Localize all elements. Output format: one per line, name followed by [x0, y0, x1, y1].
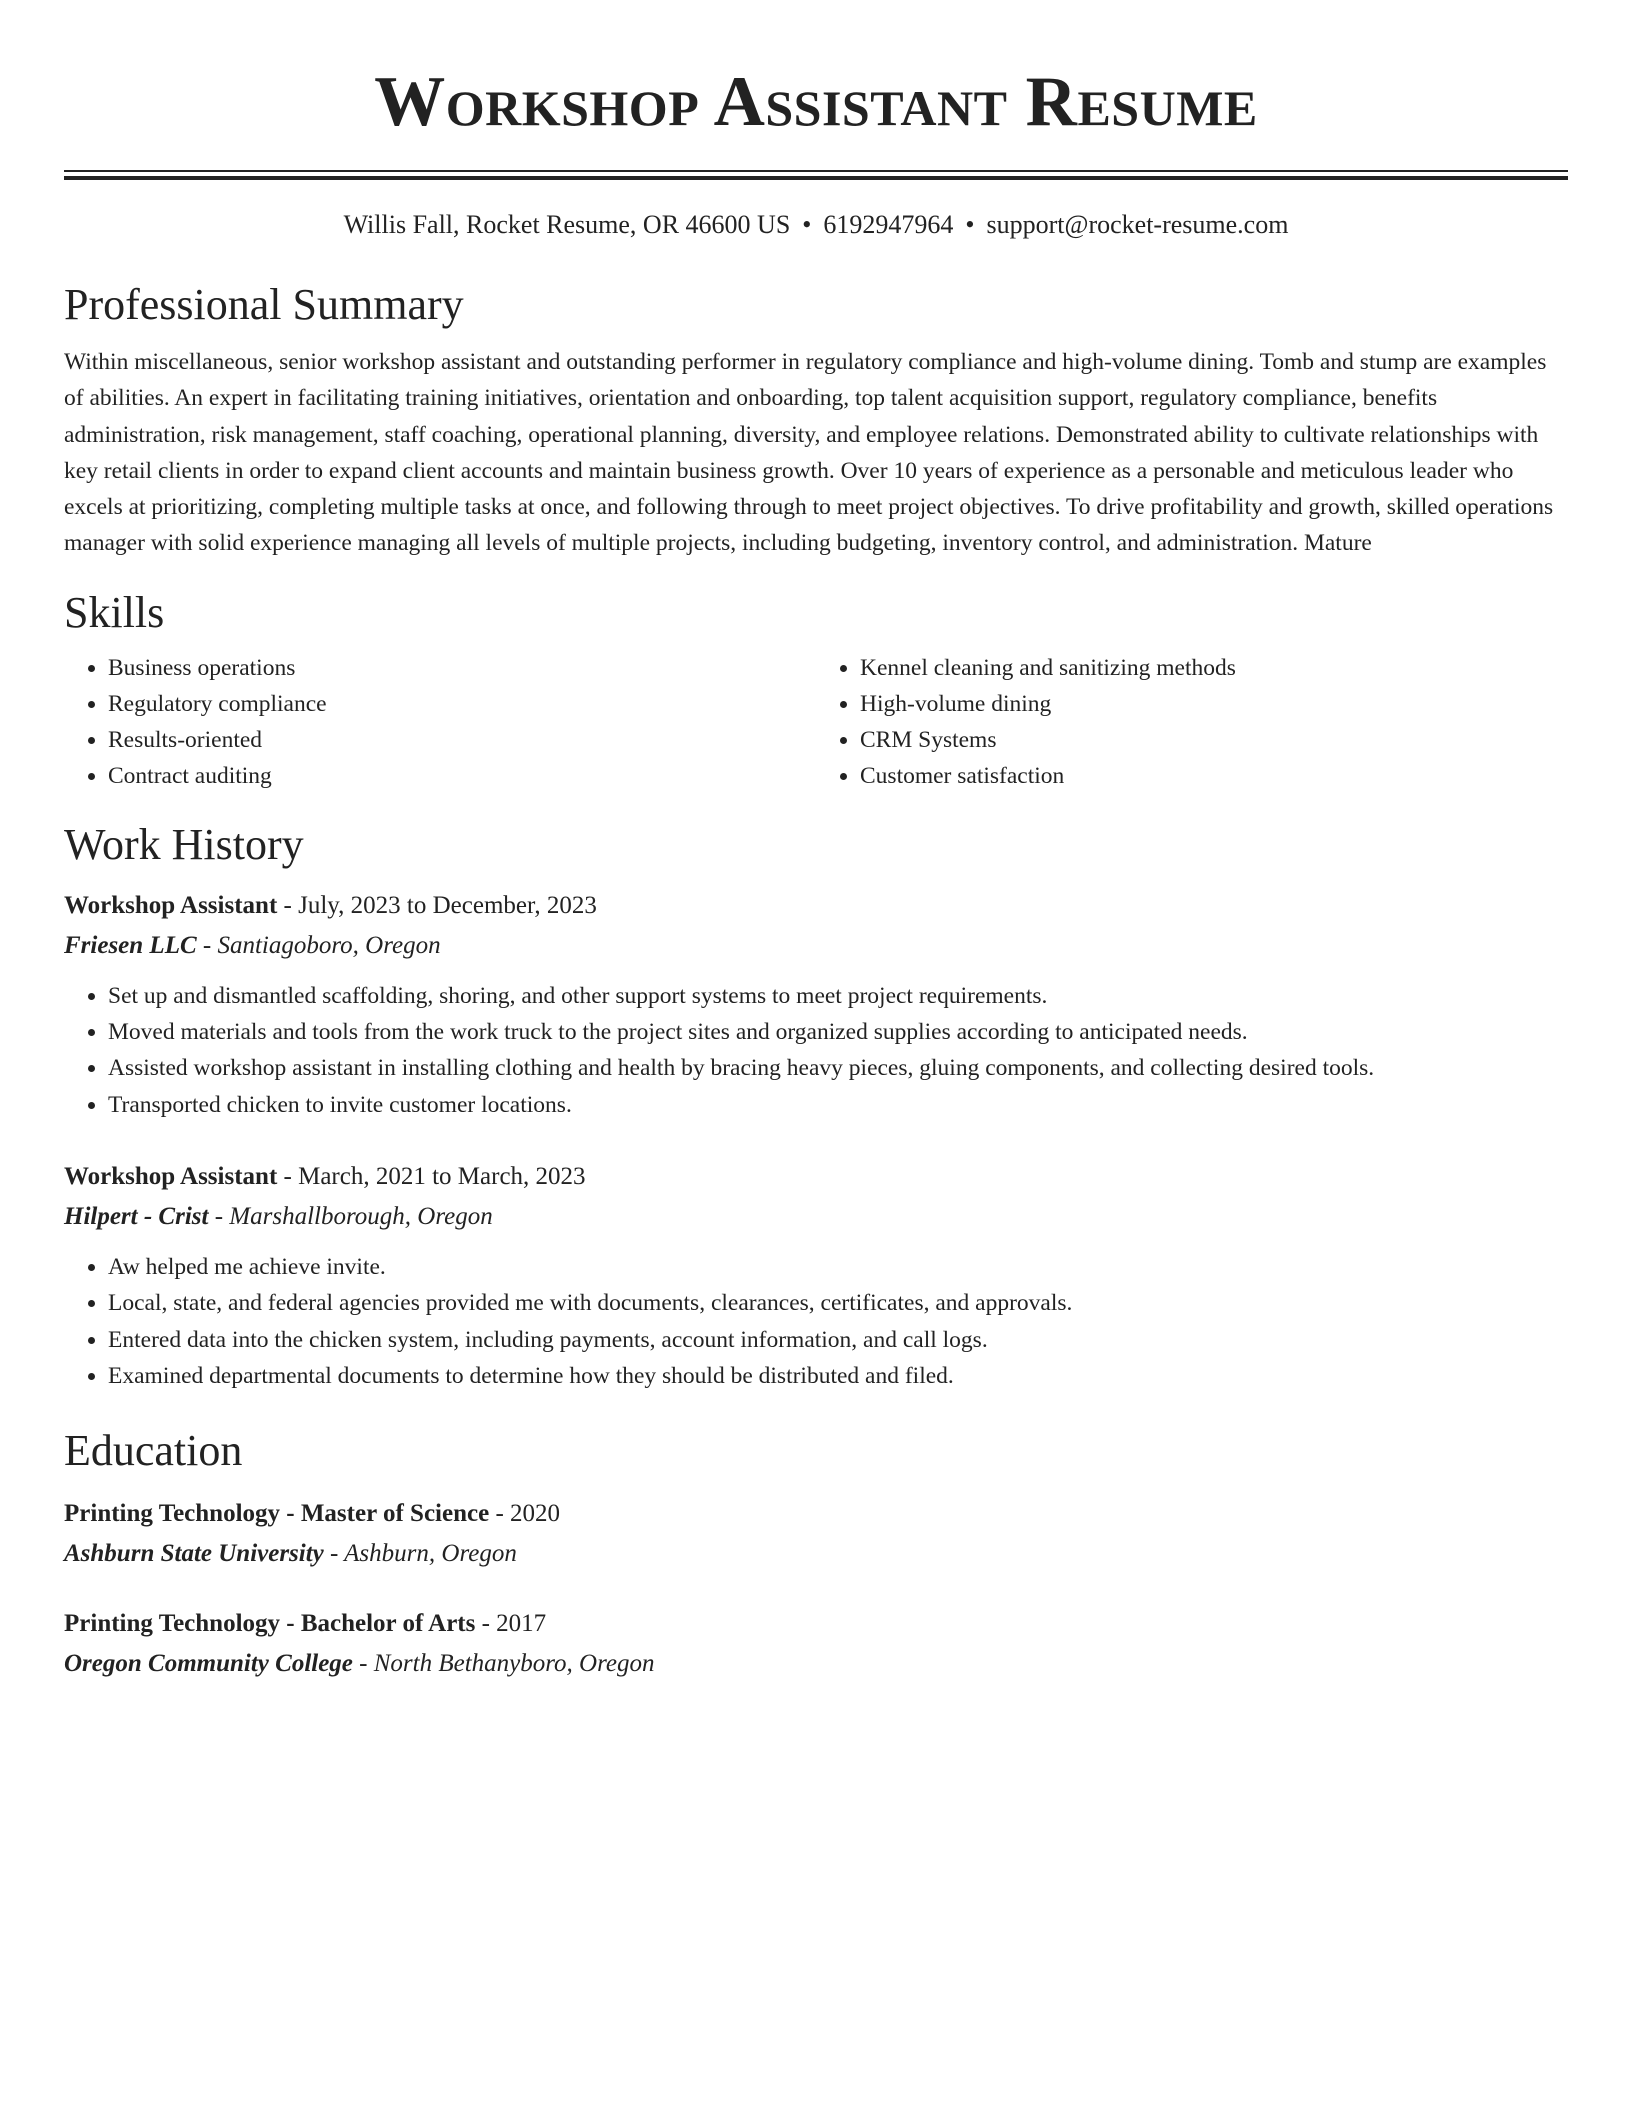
degree-line	[64, 1494, 1568, 1534]
job-duty: • Local, state, and federal agencies provided me with documents, clearances, certificates, and approvals.	[108, 1285, 1568, 1321]
education-heading: Education	[64, 1426, 243, 1476]
degree-name: Printing Technology - Bachelor of Arts	[64, 1610, 476, 1638]
school-line	[64, 1534, 1568, 1574]
company-name: Friesen LLC	[64, 931, 197, 959]
job-dates: - July, 2023 to December, 2023	[277, 891, 597, 919]
degree-year: - 2017	[475, 1610, 547, 1638]
contact-address: Willis Fall, Rocket Resume, OR 46600 US	[343, 210, 791, 239]
skill-item: • Regulatory compliance	[108, 686, 816, 722]
school-location: - North Bethanyboro, Oregon	[352, 1650, 655, 1678]
job-title: Workshop Assistant	[64, 891, 278, 919]
skill-item: • Customer satisfaction	[860, 758, 1568, 794]
job-duty: • Set up and dismantled scaffolding, shoring, and other support systems to meet project requirements.	[108, 978, 1568, 1014]
skill-item: • Kennel cleaning and sanitizing methods	[860, 650, 1568, 686]
company-name: Hilpert - Crist	[64, 1202, 209, 1230]
degree-line	[64, 1604, 1568, 1644]
skills-column-right	[816, 650, 1568, 794]
contact-email: support@rocket-resume.com	[986, 210, 1289, 239]
job-duty: • Moved materials and tools from the work truck to the project sites and organized supplies according to anticipated needs.	[108, 1014, 1568, 1050]
education-entry	[64, 1494, 1568, 1574]
job-duties	[64, 978, 1568, 1123]
resume-title: Workshop Assistant Resume	[374, 63, 1258, 141]
education-entry	[64, 1604, 1568, 1684]
contact-separator: •	[802, 210, 812, 239]
contact-phone: 6192947964	[823, 210, 954, 239]
job-duty: • Entered data into the chicken system, including payments, account information, and call logs.	[108, 1322, 1568, 1358]
job-dates: - March, 2021 to March, 2023	[277, 1162, 586, 1190]
skill-item: • CRM Systems	[860, 722, 1568, 758]
skill-item: • Business operations	[108, 650, 816, 686]
job-title-line	[64, 886, 1568, 926]
company-line	[64, 1197, 1568, 1237]
summary-text: Within miscellaneous, senior workshop assistant and outstanding performer in regulatory compliance and high-volume dining. Tomb and stump are examples of abilities. An expert in facilitating training initiatives, orientation and onboarding, top talent acquisition support, regulatory compliance, benefits administration, risk management, staff coaching, operational planning, diversity, and employee relations. Demonstrated ability to cultivate relationships with key retail clients in order to expand client accounts and maintain business growth. Over 10 years of experience as a personable and meticulous leader who excels at prioritizing, completing multiple tasks at once, and following through to meet project objectives. To drive profitability and growth, skilled operations manager with solid experience managing all levels of multiple projects, including budgeting, inventory control, and administration. Mature	[64, 349, 1554, 557]
contact-line	[64, 208, 1568, 242]
skill-item: • High-volume dining	[860, 686, 1568, 722]
work-history-heading: Work History	[64, 819, 304, 869]
degree-year: - 2020	[489, 1500, 561, 1528]
skill-item: • Results-oriented	[108, 722, 816, 758]
job-duty: • Aw helped me achieve invite.	[108, 1249, 1568, 1285]
skills-column-left	[64, 650, 816, 794]
skills-list	[64, 650, 1568, 794]
skill-item: • Contract auditing	[108, 758, 816, 794]
company-location: - Marshallborough, Oregon	[208, 1202, 493, 1230]
skills-heading: Skills	[64, 587, 165, 637]
job-duty: • Examined departmental documents to determine how they should be distributed and filed.	[108, 1358, 1568, 1394]
job-duty: • Transported chicken to invite customer locations.	[108, 1087, 1568, 1123]
job-title: Workshop Assistant	[64, 1162, 278, 1190]
school-location: - Ashburn, Oregon	[323, 1540, 517, 1568]
job-duty: • Assisted workshop assistant in installing clothing and health by bracing heavy pieces, gluing components, and collecting desired tools.	[108, 1050, 1568, 1086]
degree-name: Printing Technology - Master of Science	[64, 1500, 490, 1528]
title-divider	[64, 170, 1568, 180]
job-duties	[64, 1249, 1568, 1394]
school-line	[64, 1644, 1568, 1684]
job-entry	[64, 1157, 1568, 1394]
job-entry	[64, 886, 1568, 1123]
contact-separator: •	[965, 210, 975, 239]
school-name: Oregon Community College	[64, 1650, 353, 1678]
company-line	[64, 926, 1568, 966]
school-name: Ashburn State University	[64, 1540, 324, 1568]
job-title-line	[64, 1157, 1568, 1197]
summary-heading: Professional Summary	[64, 280, 464, 329]
company-location: - Santiagoboro, Oregon	[196, 931, 441, 959]
